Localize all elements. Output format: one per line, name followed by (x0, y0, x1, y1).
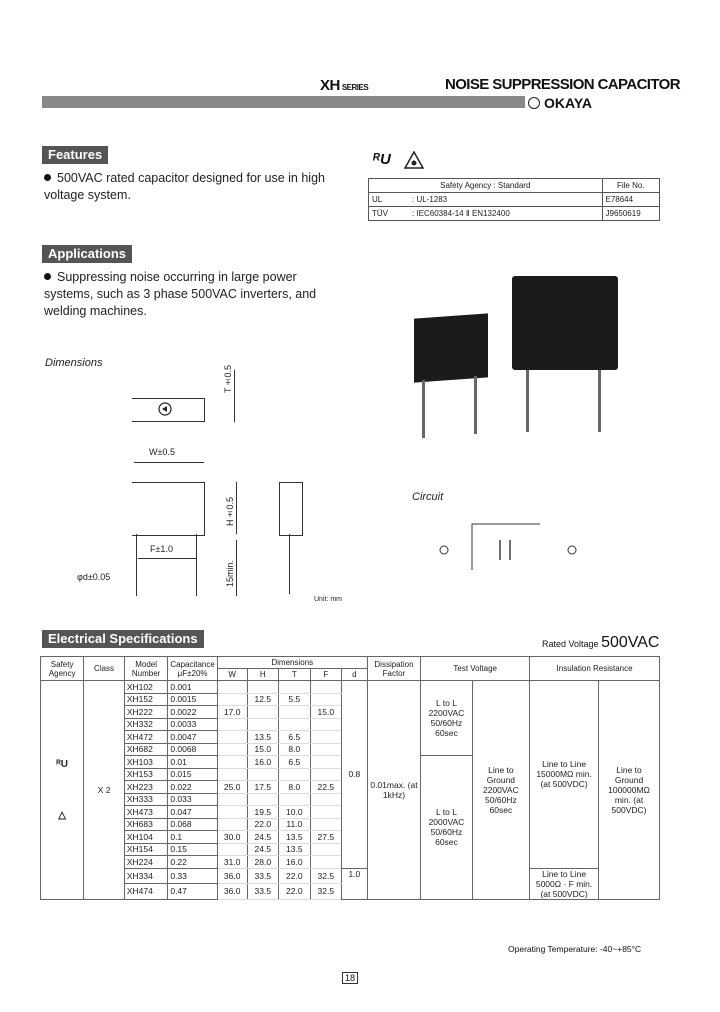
model-cell: XH474 (124, 884, 167, 900)
dim-t-cell: 16.0 (279, 856, 310, 869)
capacitance-cell: 0.1 (168, 831, 217, 844)
dim-f-cell: 32.5 (310, 884, 341, 900)
dim-t-cell: 13.5 (279, 831, 310, 844)
dim-f-cell (310, 843, 341, 856)
dim-f-cell: 22.5 (310, 781, 341, 794)
table-cell: : IEC60384-14 Ⅱ EN132400 (409, 207, 602, 221)
t-dim-line (234, 370, 235, 422)
dim-f-cell (310, 718, 341, 731)
model-cell: XH473 (124, 806, 167, 819)
dim-h-cell (247, 768, 278, 781)
table-row (369, 193, 660, 207)
model-cell: XH222 (124, 706, 167, 719)
model-cell: XH332 (124, 718, 167, 731)
capacitance-cell: 0.0047 (168, 731, 217, 744)
agency-cell (41, 681, 84, 900)
dim-w-cell: 30.0 (217, 831, 247, 844)
dim-t-cell: 6.5 (279, 756, 310, 769)
table-header: T (279, 669, 310, 681)
dim-h-cell: 13.5 (247, 731, 278, 744)
dim-w-cell: 36.0 (217, 884, 247, 900)
dim-w-cell (217, 818, 247, 831)
model-cell: XH154 (124, 843, 167, 856)
capacitance-cell: 0.0022 (168, 706, 217, 719)
dim-w-cell (217, 768, 247, 781)
dim-f-cell (310, 743, 341, 756)
side-view (279, 482, 303, 536)
capacitance-cell: 0.22 (168, 856, 217, 869)
dim-f-cell (310, 856, 341, 869)
circuit-diagram (436, 518, 584, 578)
circuit-label: Circuit (412, 491, 444, 503)
dim-w-cell: 31.0 (217, 856, 247, 869)
capacitance-cell: 0.0015 (168, 693, 217, 706)
dim-w-cell (217, 731, 247, 744)
dim-t-cell: 8.0 (279, 743, 310, 756)
model-cell: XH223 (124, 781, 167, 794)
lead-wire (422, 380, 425, 438)
dim-h-cell: 19.5 (247, 806, 278, 819)
page-number: 18 (342, 972, 358, 984)
model-cell: XH333 (124, 793, 167, 806)
dim-f-cell (310, 806, 341, 819)
dim-w-cell (217, 743, 247, 756)
dim-h-cell (247, 793, 278, 806)
dim-f-cell: 32.5 (310, 868, 341, 884)
dim-h-cell: 24.5 (247, 831, 278, 844)
table-cell: UL (369, 193, 410, 207)
lead-wire (598, 370, 601, 432)
table-row (41, 657, 660, 669)
dim-f-cell (310, 818, 341, 831)
capacitance-cell: 0.15 (168, 843, 217, 856)
side-lead (289, 534, 290, 594)
dim-t-cell: 8.0 (279, 781, 310, 794)
tuv-mark-icon: △ (58, 809, 66, 821)
ul-mark-icon: ᴿU (56, 758, 69, 770)
dim-h-cell (247, 718, 278, 731)
dim-t-cell (279, 681, 310, 694)
dim-t-cell (279, 768, 310, 781)
model-cell: XH102 (124, 681, 167, 694)
tuv-mark-icon (404, 151, 424, 169)
front-lead-2 (196, 534, 197, 596)
test-voltage-ll-2: L to L 2000VAC 50/60Hz 60sec (421, 756, 472, 900)
w-dim-label: W±0.5 (149, 447, 175, 457)
model-cell: XH103 (124, 756, 167, 769)
f-dim-label: F±1.0 (150, 544, 173, 554)
dim-f-cell (310, 693, 341, 706)
safety-table (368, 178, 660, 221)
document-title: NOISE SUPPRESSION CAPACITOR (445, 76, 680, 93)
table-header: Capacitance μF±20% (168, 657, 217, 681)
dim-w-cell: 36.0 (217, 868, 247, 884)
insulation-ll-1: Line to Line 15000MΩ min. (at 500VDC) (530, 681, 599, 869)
dim-h-cell: 24.5 (247, 843, 278, 856)
capacitance-cell: 0.068 (168, 818, 217, 831)
okaya-logo-icon (528, 97, 540, 109)
lead-wire (474, 376, 477, 434)
dim-t-cell: 22.0 (279, 884, 310, 900)
table-row (369, 179, 660, 193)
okaya-logo-icon (157, 402, 173, 416)
table-row (369, 207, 660, 221)
applications-heading: Applications (42, 245, 132, 263)
model-cell: XH104 (124, 831, 167, 844)
capacitance-cell: 0.33 (168, 868, 217, 884)
min-dim-line (236, 540, 237, 596)
dim-w-cell (217, 793, 247, 806)
model-cell: XH152 (124, 693, 167, 706)
w-dim-line (134, 462, 204, 463)
dim-w-cell (217, 681, 247, 694)
dim-h-cell: 17.5 (247, 781, 278, 794)
dim-w-cell (217, 756, 247, 769)
dim-f-cell (310, 756, 341, 769)
dim-t-cell: 10.0 (279, 806, 310, 819)
test-voltage-lg: Line to Ground 2200VAC 50/60Hz 60sec (472, 681, 529, 900)
table-header: Class (84, 657, 125, 681)
capacitance-cell: 0.0033 (168, 718, 217, 731)
dim-f-cell (310, 768, 341, 781)
dim-h-cell: 28.0 (247, 856, 278, 869)
dim-t-cell (279, 706, 310, 719)
small-capacitor (414, 313, 488, 382)
capacitance-cell: 0.001 (168, 681, 217, 694)
table-header: Test Voltage (421, 657, 530, 681)
capacitance-cell: 0.0068 (168, 743, 217, 756)
dim-f-cell (310, 681, 341, 694)
table-header: Safety Agency (41, 657, 84, 681)
h-dim-line (236, 482, 237, 534)
table-header: d (342, 669, 368, 681)
brand-logo (528, 95, 592, 111)
unit-label: Unit: mm (314, 596, 342, 603)
dim-t-cell (279, 793, 310, 806)
dim-h-cell: 22.0 (247, 818, 278, 831)
front-lead-1 (136, 534, 137, 596)
capacitance-cell: 0.047 (168, 806, 217, 819)
table-row (41, 681, 660, 694)
table-header: F (310, 669, 341, 681)
dim-t-cell: 22.0 (279, 868, 310, 884)
dim-w-cell (217, 806, 247, 819)
dissipation-cell: 0.01max. (at 1kHz) (367, 681, 421, 900)
dim-h-cell: 33.5 (247, 868, 278, 884)
dim-h-cell: 12.5 (247, 693, 278, 706)
applications-text: Suppressing noise occurring in large power systems, such as 3 phase 500VAC inverters, and welding machines. (44, 270, 317, 318)
capacitance-cell: 0.01 (168, 756, 217, 769)
table-row (41, 868, 660, 884)
dim-h-cell (247, 681, 278, 694)
series-name: XH SERIES (320, 77, 369, 94)
dim-f-cell: 27.5 (310, 831, 341, 844)
table-header: Safety Agency : Standard (369, 179, 603, 193)
dim-t-cell: 13.5 (279, 843, 310, 856)
table-header: Model Number (124, 657, 167, 681)
test-voltage-ll-1: L to L 2200VAC 50/60Hz 60sec (421, 681, 472, 756)
table-cell: TÜV (369, 207, 410, 221)
dim-h-cell: 33.5 (247, 884, 278, 900)
dim-d-cell: 0.8 (342, 681, 368, 869)
dim-t-cell: 5.5 (279, 693, 310, 706)
insulation-ll-2: Line to Line 5000Ω · F min. (at 500VDC) (530, 868, 599, 899)
class-cell: X 2 (84, 681, 125, 900)
table-cell: J9650619 (602, 207, 660, 221)
dim-t-cell: 6.5 (279, 731, 310, 744)
lead-wire (526, 370, 529, 432)
dim-w-cell: 25.0 (217, 781, 247, 794)
d-dim-label: φd±0.05 (77, 572, 111, 582)
dim-t-cell: 11.0 (279, 818, 310, 831)
bullet-icon (44, 273, 51, 280)
min-dim-label: 15min. (225, 560, 235, 588)
dim-f-cell (310, 731, 341, 744)
dimensions-label: Dimensions (45, 357, 103, 369)
operating-temperature: Operating Temperature: -40~+85°C (508, 944, 642, 954)
f-dim-line (138, 558, 196, 559)
bullet-icon (44, 174, 51, 181)
dim-t-cell (279, 718, 310, 731)
capacitance-cell: 0.015 (168, 768, 217, 781)
features-heading: Features (42, 146, 108, 164)
dim-w-cell (217, 843, 247, 856)
table-header: W (217, 669, 247, 681)
spec-table (40, 656, 660, 900)
capacitance-cell: 0.033 (168, 793, 217, 806)
table-header: Dissipation Factor (367, 657, 421, 681)
ul-mark-icon: ᴿU (372, 151, 391, 168)
table-header: Dimensions (217, 657, 367, 669)
model-cell: XH224 (124, 856, 167, 869)
table-cell: E78644 (602, 193, 660, 207)
model-cell: XH472 (124, 731, 167, 744)
rated-voltage: Rated Voltage 500VAC (542, 634, 660, 651)
model-cell: XH153 (124, 768, 167, 781)
capacitance-cell: 0.022 (168, 781, 217, 794)
dim-d-cell: 1.0 (342, 868, 368, 899)
table-header: H (247, 669, 278, 681)
table-header: Insulation Resistance (530, 657, 660, 681)
dim-w-cell: 17.0 (217, 706, 247, 719)
dim-f-cell: 15.0 (310, 706, 341, 719)
large-capacitor (512, 276, 618, 370)
product-photo (408, 268, 660, 440)
table-cell: : UL-1283 (409, 193, 602, 207)
h-dim-label: H±0.5 (225, 497, 235, 527)
dim-f-cell (310, 793, 341, 806)
dim-h-cell: 15.0 (247, 743, 278, 756)
model-cell: XH682 (124, 743, 167, 756)
dim-w-cell (217, 693, 247, 706)
capacitance-cell: 0.47 (168, 884, 217, 900)
model-cell: XH683 (124, 818, 167, 831)
features-text: 500VAC rated capacitor designed for use in high voltage system. (44, 171, 325, 202)
electrical-heading: Electrical Specifications (42, 630, 204, 648)
insulation-lg: Line to Ground 100000MΩ min. (at 500VDC) (599, 681, 660, 900)
dim-h-cell: 16.0 (247, 756, 278, 769)
rated-voltage-value: 500VAC (601, 634, 660, 651)
t-dim-label: T±0.5 (223, 365, 233, 394)
model-cell: XH334 (124, 868, 167, 884)
front-view (132, 482, 205, 536)
dim-h-cell (247, 706, 278, 719)
brand-name: OKAYA (544, 95, 592, 111)
dim-w-cell (217, 718, 247, 731)
table-header: File No. (602, 179, 660, 193)
